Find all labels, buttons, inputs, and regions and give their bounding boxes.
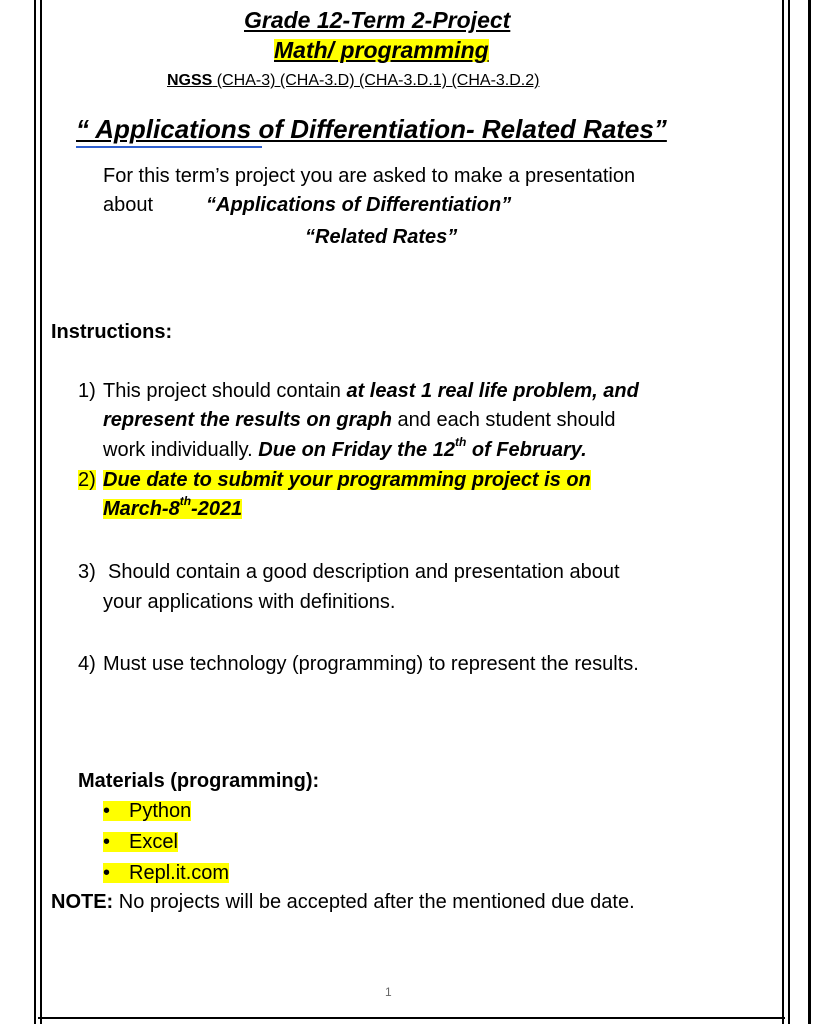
project-title: “ Applications of Differentiation- Related Rates” xyxy=(76,114,667,144)
item-1-line-1: This project should contain at least 1 real life problem, and xyxy=(103,380,639,402)
item-2-line-2: March-8th-2021 xyxy=(103,494,243,520)
right-margin xyxy=(800,0,823,1024)
item-2-line-1: Due date to submit your programming project is on xyxy=(103,469,591,491)
ngss-standards xyxy=(167,73,539,89)
right-border-inner xyxy=(782,0,784,1024)
left-border-inner xyxy=(40,0,42,1024)
item-2-number: 2) xyxy=(78,469,96,491)
item-3-line-2: your applications with definitions. xyxy=(103,591,396,613)
page-bottom-border xyxy=(38,1017,785,1019)
note-text: No projects will be accepted after the mentioned due date. xyxy=(113,891,635,913)
ngss-codes: (CHA-3) (CHA-3.D) (CHA-3.D.1) (CHA-3.D.2) xyxy=(212,72,540,89)
item-1-number: 1) xyxy=(78,380,96,402)
window-right-edge xyxy=(808,0,811,1024)
intro-line: For this term’s project you are asked to make a presentation xyxy=(103,165,636,187)
item-3-line-1: Should contain a good description and presentation about xyxy=(108,561,620,583)
left-margin xyxy=(0,0,34,1024)
spellcheck-underline xyxy=(76,146,262,148)
page-number: 1 xyxy=(385,985,392,999)
materials-item-python: • Python xyxy=(103,800,192,822)
left-border-outer xyxy=(34,0,36,1024)
materials-item-replit: • Repl.it.com xyxy=(103,862,230,884)
item-4-line-1: Must use technology (programming) to represent the results. xyxy=(103,653,639,675)
item-3-number: 3) xyxy=(78,561,96,583)
bullet-icon: • xyxy=(103,831,111,853)
header-subject: Math/ programming xyxy=(274,37,489,63)
materials-heading: Materials (programming): xyxy=(78,770,320,792)
instructions-heading: Instructions: xyxy=(51,321,173,343)
note xyxy=(51,892,635,912)
ngss-label: NGSS xyxy=(167,72,213,89)
materials-item-excel: • Excel xyxy=(103,831,178,853)
bullet-icon: • xyxy=(103,862,111,884)
intro-topic-2: “Related Rates” xyxy=(305,226,458,248)
header-grade-term: Grade 12-Term 2-Project xyxy=(244,7,511,33)
item-1-line-2: represent the results on graph and each student should xyxy=(103,409,616,431)
intro-topic-1: “Applications of Differentiation” xyxy=(206,194,512,216)
bullet-icon: • xyxy=(103,800,111,822)
item-4-number: 4) xyxy=(78,653,96,675)
item-1-line-3: work individually. Due on Friday the 12th of February. xyxy=(103,435,587,461)
intro-about: about xyxy=(103,194,154,216)
note-label: NOTE: xyxy=(51,891,114,913)
right-border-outer xyxy=(788,0,790,1024)
